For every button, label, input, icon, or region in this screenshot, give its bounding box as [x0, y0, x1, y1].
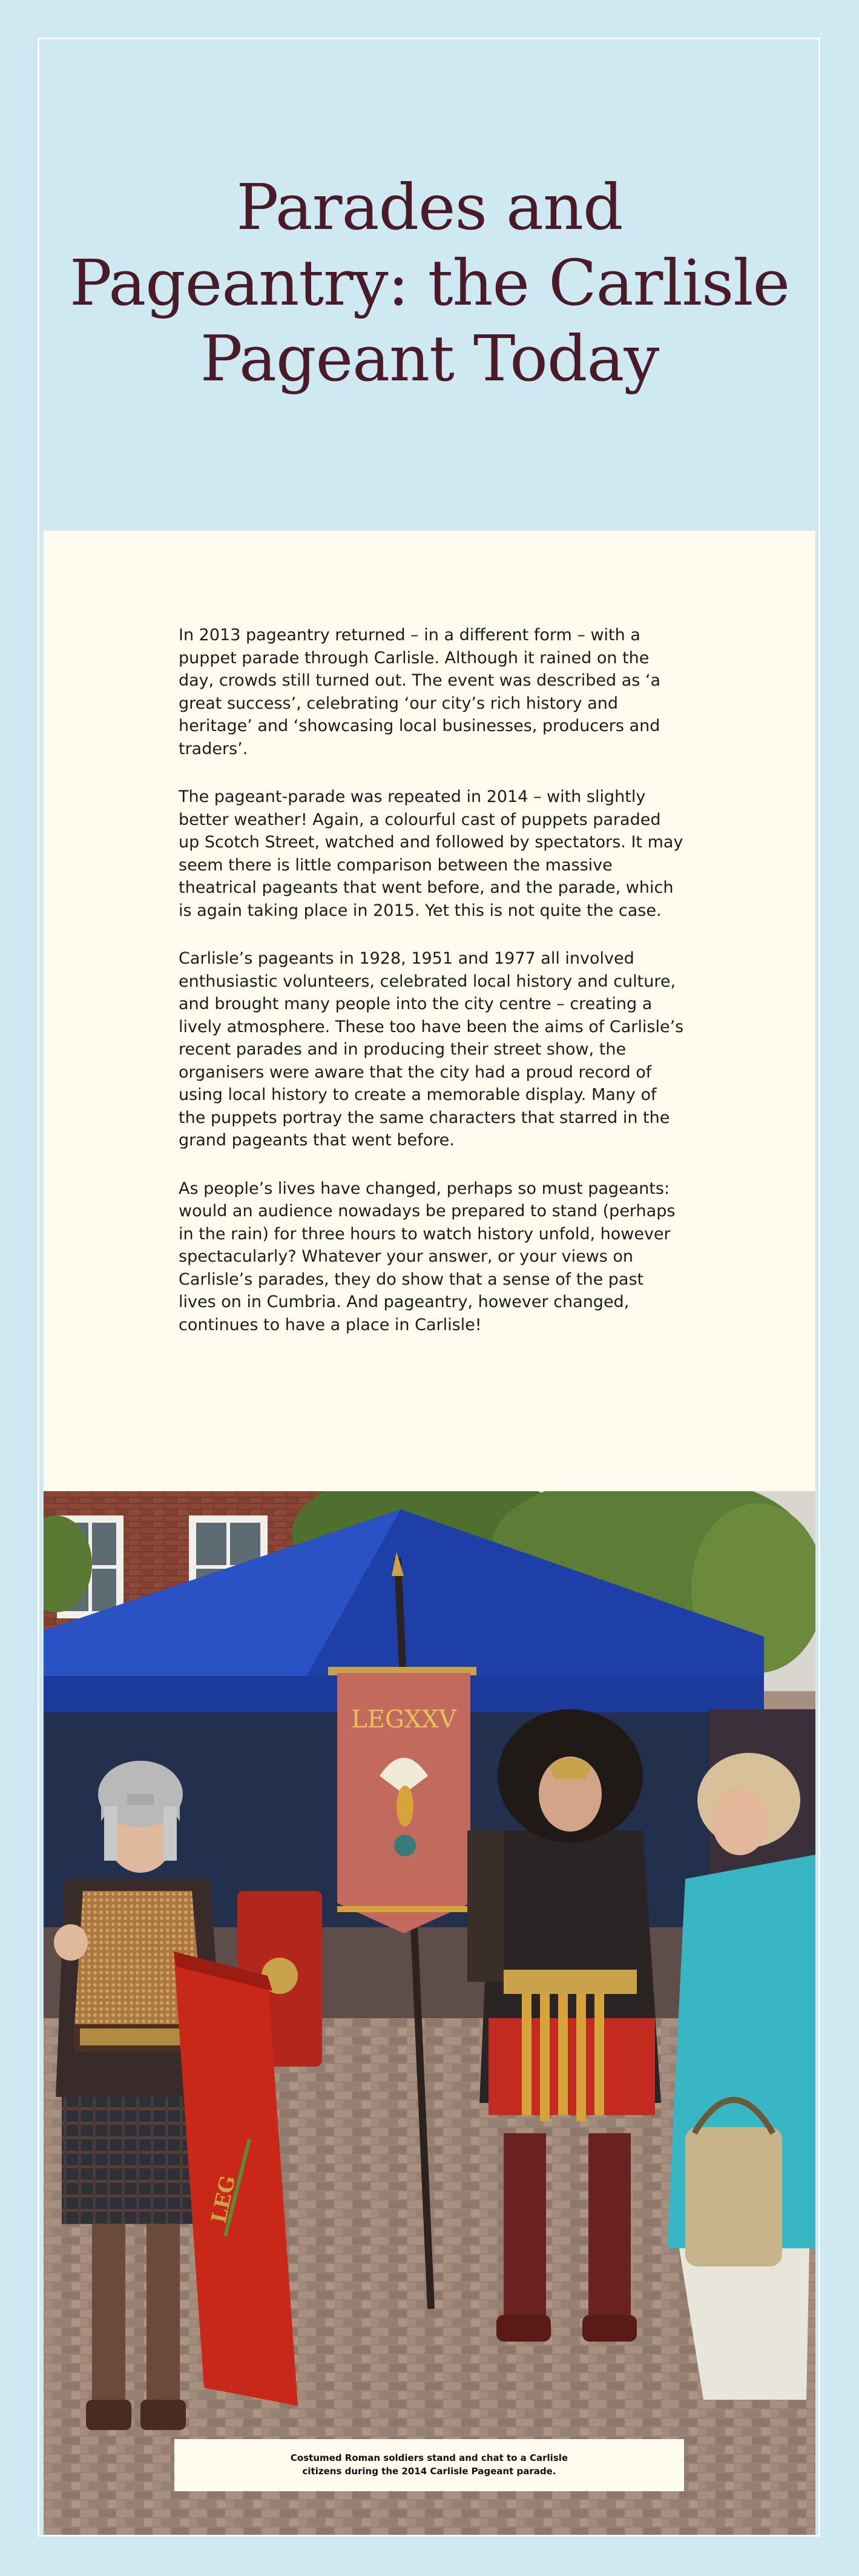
body-text: [179, 624, 684, 1362]
page-title: [0, 170, 859, 396]
legion-banner: [337, 1673, 470, 1933]
paragraph-2: The pageant-parade was repeated in 2014 – with slightly better weather! Again, a colourful cast of puppets paraded up Scotch Street, watched and followed by spectators. It may seem there is little comparison between the massive theatrical pageants that went before, and the parade, which is again taking place in 2015. Yet this is not quite the case.: [179, 787, 683, 920]
shield-text: LEG: [206, 2173, 241, 2225]
title-line-2: Pageantry: the Carlisle: [69, 245, 790, 320]
title-line-3: Pageant Today: [200, 321, 659, 396]
caption-box: [174, 2439, 684, 2491]
parade-photo-illustration: [44, 1491, 815, 2537]
title-line-1: Parades and: [236, 170, 623, 244]
photo-caption: Costumed Roman soldiers stand and chat to a Carlisle citizens during the 2014 Carlisle Pageant parade.: [290, 2452, 568, 2477]
paragraph-3: Carlisle’s pageants in 1928, 1951 and 1977 all involved enthusiastic volunteers, celebrated local history and culture, and brought many people into the city centre – creating a lively atmosphere. These too have been the aims of Carlisle’s recent parades and in producing their street show, the organisers were aware that the city had a proud record of using local history to create a memorable display. Many of the puppets portray the same characters that starred in the grand pageants that went before.: [179, 949, 684, 1150]
paragraph-4: As people’s lives have changed, perhaps so must pageants: would an audience nowadays be prepared to stand (perhaps in the rain) for three hours to watch history unfold, however spectacularly? Whatever your answer, or your views on Carlisle’s parades, they do show that a sense of the past lives on in Cumbria. And pageantry, however changed, continues to have a place in Carlisle!: [179, 1179, 676, 1334]
banner-text: LEGXXV: [351, 1706, 456, 1733]
parade-photo: [44, 1491, 815, 2537]
paragraph-1: In 2013 pageantry returned – in a different form – with a puppet parade through Carlisle. Although it rained on the day, crowds still turned out. The event was described as ‘a great success’, celebrating ‘our city’s rich history and heritage’ and ‘showcasing local businesses, producers and traders’.: [179, 626, 661, 758]
